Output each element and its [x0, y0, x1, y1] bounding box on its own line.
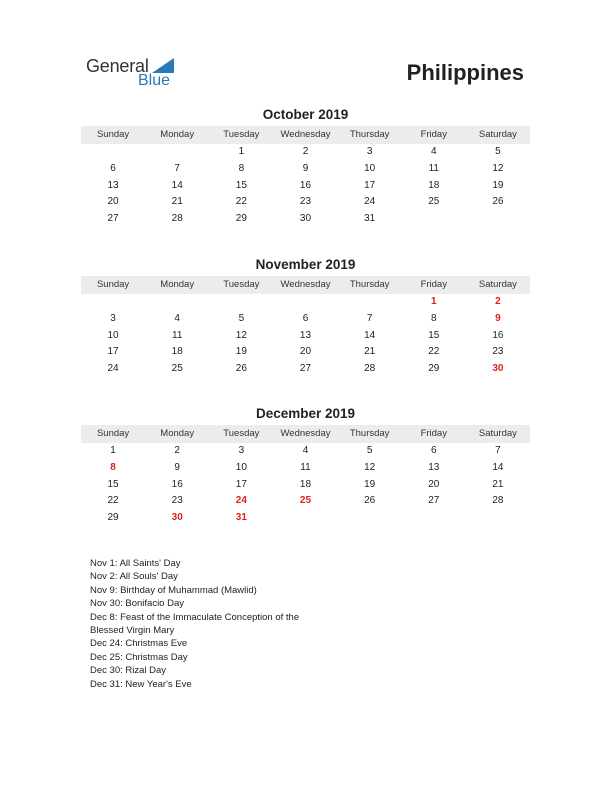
day-cell: 28	[364, 363, 376, 375]
weekday-label: Thursday	[349, 428, 390, 439]
weekday-label: Wednesday	[280, 129, 331, 140]
day-cell: 28	[492, 495, 504, 507]
day-cell: 1	[110, 445, 116, 456]
day-cell: 18	[428, 179, 440, 191]
weekday-label: Thursday	[349, 129, 390, 140]
day-cell: 1	[238, 146, 245, 157]
general-blue-logo	[86, 56, 186, 92]
day-cell: 30	[299, 213, 312, 225]
day-grid	[81, 443, 530, 527]
holiday-note: Nov 9: Birthday of Muhammad (Mawlid)	[90, 584, 257, 596]
day-cell: 7	[495, 445, 501, 456]
day-cell: 9	[302, 162, 309, 174]
day-grid	[81, 144, 530, 228]
weekday-header	[81, 126, 530, 144]
weekday-label: Tuesday	[223, 129, 260, 140]
holiday-note: Blessed Virgin Mary	[90, 625, 175, 637]
day-cell: 23	[492, 346, 504, 358]
day-cell: 11	[172, 329, 183, 341]
weekday-label: Monday	[160, 129, 195, 140]
day-cell: 31	[364, 213, 376, 225]
month-title: October 2019	[262, 107, 349, 122]
day-cell: 11	[428, 162, 439, 174]
weekday-label: Sunday	[96, 279, 130, 290]
day-cell: 25	[171, 363, 183, 375]
day-cell: 3	[366, 146, 373, 157]
day-cell: 29	[107, 512, 119, 524]
holiday-note: Dec 31: New Year's Eve	[90, 678, 192, 690]
weekday-label: Saturday	[478, 279, 517, 290]
day-cell: 15	[235, 179, 247, 191]
day-cell: 13	[107, 179, 119, 191]
day-cell: 14	[364, 329, 376, 341]
day-cell: 10	[235, 461, 247, 473]
holiday-day-cell: 8	[110, 461, 116, 473]
weekday-label: Saturday	[478, 428, 517, 439]
day-cell: 3	[238, 445, 245, 456]
day-cell: 26	[235, 363, 247, 375]
holiday-note: Nov 2: All Souls' Day	[90, 571, 178, 583]
holiday-day-cell: 1	[430, 296, 437, 307]
day-cell: 19	[492, 179, 504, 191]
day-cell: 16	[492, 329, 504, 341]
empty-day-cell	[145, 294, 209, 311]
weekday-header	[81, 425, 530, 443]
day-cell: 15	[107, 478, 119, 490]
day-cell: 6	[110, 162, 116, 174]
weekday-label: Tuesday	[223, 279, 260, 290]
day-cell: 18	[171, 346, 183, 358]
day-cell: 21	[171, 196, 183, 208]
day-cell: 24	[107, 363, 119, 375]
day-cell: 20	[428, 478, 440, 490]
holiday-note: Nov 1: All Saints' Day	[90, 558, 181, 569]
holiday-day-cell: 30	[171, 512, 183, 524]
day-cell: 17	[107, 346, 119, 358]
weekday-label: Friday	[420, 428, 447, 439]
day-cell: 26	[492, 196, 504, 208]
month-title: November 2019	[255, 257, 356, 272]
holiday-day-cell: 2	[495, 296, 501, 307]
day-cell: 20	[107, 196, 119, 208]
empty-day-cell	[81, 294, 145, 311]
holiday-day-cell: 24	[235, 495, 247, 507]
day-cell: 11	[300, 461, 311, 473]
day-cell: 12	[364, 461, 376, 473]
weekday-label: Friday	[420, 129, 447, 140]
empty-day-cell	[81, 144, 145, 161]
day-cell: 28	[171, 213, 183, 225]
day-cell: 3	[110, 312, 116, 324]
weekday-label: Monday	[160, 279, 195, 290]
month-title: December 2019	[255, 406, 356, 421]
day-cell: 12	[235, 329, 247, 341]
country-title: Philippines	[406, 60, 524, 85]
weekday-label: Wednesday	[280, 279, 331, 290]
day-cell: 8	[430, 312, 437, 324]
day-cell: 2	[302, 146, 309, 157]
day-cell: 5	[238, 312, 245, 324]
day-cell: 5	[366, 445, 373, 456]
day-cell: 7	[174, 162, 180, 174]
day-cell: 19	[235, 346, 247, 358]
empty-day-cell	[338, 294, 402, 311]
weekday-label: Friday	[420, 279, 447, 290]
logo-triangle-icon	[152, 58, 174, 73]
day-cell: 10	[107, 329, 119, 341]
day-cell: 26	[364, 495, 376, 507]
holiday-day-cell: 30	[492, 363, 504, 375]
day-grid	[81, 294, 530, 378]
month-calendar	[81, 405, 530, 527]
empty-day-cell	[145, 144, 209, 161]
day-cell: 7	[366, 312, 373, 324]
day-cell: 21	[364, 346, 376, 358]
day-cell: 27	[428, 495, 440, 507]
month-calendar	[81, 106, 530, 228]
day-cell: 27	[107, 213, 119, 225]
logo-text-general: General	[86, 56, 149, 76]
day-cell: 22	[428, 346, 440, 358]
day-cell: 19	[364, 478, 376, 490]
weekday-label: Sunday	[96, 129, 130, 140]
day-cell: 16	[299, 179, 312, 191]
holiday-note: Dec 8: Feast of the Immaculate Conception of the	[90, 611, 300, 623]
holiday-day-cell: 31	[235, 512, 247, 524]
day-cell: 14	[492, 461, 504, 473]
day-cell: 22	[107, 495, 119, 507]
day-cell: 4	[174, 312, 180, 324]
day-cell: 21	[492, 478, 504, 490]
holiday-day-cell: 9	[495, 312, 501, 324]
day-cell: 14	[171, 179, 183, 191]
day-cell: 13	[299, 329, 312, 341]
holiday-notes	[90, 557, 330, 691]
weekday-label: Monday	[160, 428, 195, 439]
weekday-label: Saturday	[478, 129, 517, 140]
day-cell: 6	[302, 312, 309, 324]
weekday-label: Wednesday	[280, 428, 331, 439]
weekday-label: Sunday	[96, 428, 130, 439]
day-cell: 20	[299, 346, 312, 358]
day-cell: 29	[428, 363, 440, 375]
day-cell: 23	[171, 495, 183, 507]
empty-day-cell	[209, 294, 273, 311]
holiday-note: Dec 25: Christmas Day	[90, 651, 188, 663]
day-cell: 24	[364, 196, 376, 208]
holiday-note: Dec 24: Christmas Eve	[90, 638, 188, 650]
day-cell: 10	[364, 162, 376, 174]
day-cell: 4	[430, 146, 437, 157]
day-cell: 15	[428, 329, 440, 341]
day-cell: 25	[428, 196, 440, 208]
month-calendar	[81, 256, 530, 378]
holiday-note: Nov 30: Bonifacio Day	[90, 598, 184, 610]
day-cell: 22	[235, 196, 247, 208]
day-cell: 27	[299, 363, 312, 375]
weekday-header	[81, 276, 530, 294]
day-cell: 16	[171, 478, 183, 490]
day-cell: 29	[235, 213, 247, 225]
day-cell: 18	[299, 478, 312, 490]
day-cell: 8	[238, 162, 245, 174]
holiday-note: Dec 30: Rizal Day	[90, 665, 167, 677]
day-cell: 5	[495, 146, 501, 157]
day-cell: 17	[364, 179, 376, 191]
day-cell: 12	[492, 162, 504, 174]
empty-day-cell	[273, 294, 337, 311]
day-cell: 17	[235, 478, 247, 490]
day-cell: 2	[174, 445, 180, 456]
day-cell: 6	[430, 445, 437, 456]
weekday-label: Tuesday	[223, 428, 260, 439]
day-cell: 4	[302, 445, 309, 456]
logo-text-blue: Blue	[138, 72, 171, 89]
weekday-label: Thursday	[349, 279, 390, 290]
day-cell: 9	[174, 461, 180, 473]
holiday-day-cell: 25	[299, 495, 312, 507]
day-cell: 13	[428, 461, 440, 473]
day-cell: 23	[299, 196, 312, 208]
